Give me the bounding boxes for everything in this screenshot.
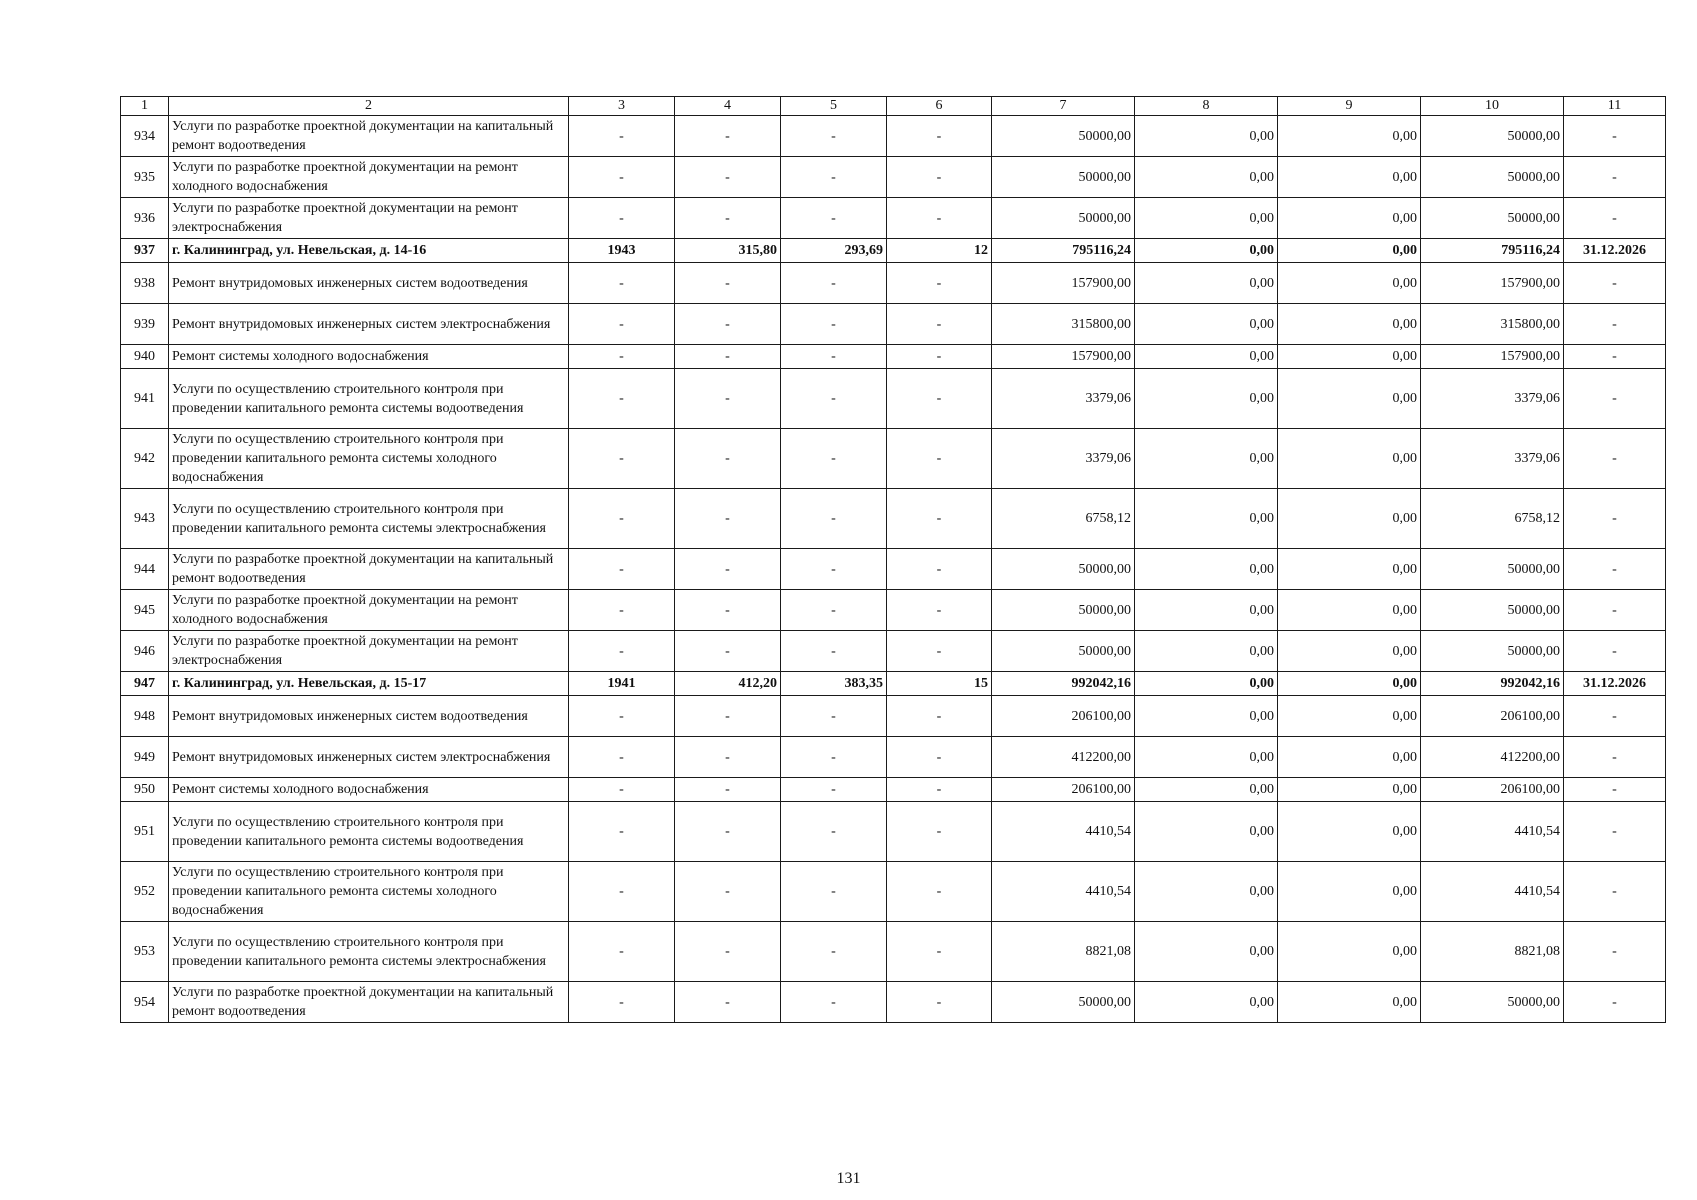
- col5-cell: -: [781, 345, 887, 369]
- col7-cell: 4410,54: [992, 862, 1135, 922]
- row-number-cell: 934: [121, 116, 169, 157]
- row-name-cell: Услуги по осуществлению строительного контроля при проведении капитального ремонта системы холодного водоснабжения: [169, 429, 569, 489]
- col10-cell: 206100,00: [1421, 778, 1564, 802]
- col10-cell: 4410,54: [1421, 862, 1564, 922]
- table-row: [121, 982, 1666, 1023]
- col5-cell: -: [781, 631, 887, 672]
- col3-cell: -: [569, 429, 675, 489]
- col6-cell: -: [887, 549, 992, 590]
- table-row: [121, 802, 1666, 862]
- row-name-cell: Услуги по разработке проектной документации на ремонт холодного водоснабжения: [169, 590, 569, 631]
- row-name-cell: Услуги по разработке проектной документации на ремонт электроснабжения: [169, 198, 569, 239]
- col5-cell: -: [781, 862, 887, 922]
- col7-cell: 50000,00: [992, 631, 1135, 672]
- col6-cell: -: [887, 369, 992, 429]
- document-sheet: [120, 96, 1665, 1023]
- col6-cell: 12: [887, 239, 992, 263]
- col11-cell: -: [1564, 369, 1666, 429]
- col4-cell: -: [675, 429, 781, 489]
- col8-cell: 0,00: [1135, 696, 1278, 737]
- col3-cell: -: [569, 489, 675, 549]
- col6-cell: -: [887, 922, 992, 982]
- col5-cell: -: [781, 922, 887, 982]
- col3-cell: -: [569, 369, 675, 429]
- column-header: 10: [1421, 97, 1564, 116]
- col9-cell: 0,00: [1278, 198, 1421, 239]
- col11-cell: -: [1564, 489, 1666, 549]
- col4-cell: -: [675, 631, 781, 672]
- col7-cell: 795116,24: [992, 239, 1135, 263]
- row-name-cell: Услуги по осуществлению строительного контроля при проведении капитального ремонта системы водоотведения: [169, 369, 569, 429]
- col4-cell: -: [675, 116, 781, 157]
- col10-cell: 50000,00: [1421, 590, 1564, 631]
- row-number-cell: 952: [121, 862, 169, 922]
- col3-cell: -: [569, 862, 675, 922]
- col9-cell: 0,00: [1278, 862, 1421, 922]
- col6-cell: -: [887, 345, 992, 369]
- col8-cell: 0,00: [1135, 631, 1278, 672]
- col4-cell: -: [675, 778, 781, 802]
- col10-cell: 50000,00: [1421, 157, 1564, 198]
- row-name-cell: Ремонт системы холодного водоснабжения: [169, 778, 569, 802]
- col4-cell: -: [675, 263, 781, 304]
- col5-cell: -: [781, 369, 887, 429]
- row-number-cell: 946: [121, 631, 169, 672]
- row-name-cell: Услуги по разработке проектной документации на капитальный ремонт водоотведения: [169, 982, 569, 1023]
- col5-cell: 293,69: [781, 239, 887, 263]
- col4-cell: -: [675, 549, 781, 590]
- col9-cell: 0,00: [1278, 489, 1421, 549]
- col5-cell: -: [781, 198, 887, 239]
- col3-cell: -: [569, 590, 675, 631]
- col5-cell: -: [781, 778, 887, 802]
- table-row: [121, 198, 1666, 239]
- row-name-cell: Ремонт системы холодного водоснабжения: [169, 345, 569, 369]
- col4-cell: -: [675, 696, 781, 737]
- col7-cell: 50000,00: [992, 157, 1135, 198]
- col9-cell: 0,00: [1278, 263, 1421, 304]
- col5-cell: -: [781, 304, 887, 345]
- col10-cell: 315800,00: [1421, 304, 1564, 345]
- column-header: 7: [992, 97, 1135, 116]
- table-row: [121, 304, 1666, 345]
- col6-cell: -: [887, 862, 992, 922]
- col3-cell: -: [569, 922, 675, 982]
- col10-cell: 4410,54: [1421, 802, 1564, 862]
- col9-cell: 0,00: [1278, 672, 1421, 696]
- col6-cell: -: [887, 631, 992, 672]
- col4-cell: -: [675, 982, 781, 1023]
- col8-cell: 0,00: [1135, 672, 1278, 696]
- col9-cell: 0,00: [1278, 239, 1421, 263]
- col9-cell: 0,00: [1278, 922, 1421, 982]
- col11-cell: -: [1564, 263, 1666, 304]
- col9-cell: 0,00: [1278, 345, 1421, 369]
- col4-cell: -: [675, 304, 781, 345]
- col9-cell: 0,00: [1278, 778, 1421, 802]
- col5-cell: -: [781, 737, 887, 778]
- col6-cell: -: [887, 198, 992, 239]
- col8-cell: 0,00: [1135, 802, 1278, 862]
- col5-cell: -: [781, 489, 887, 549]
- col11-cell: -: [1564, 198, 1666, 239]
- col6-cell: -: [887, 590, 992, 631]
- col3-cell: -: [569, 778, 675, 802]
- col11-cell: -: [1564, 802, 1666, 862]
- row-number-cell: 942: [121, 429, 169, 489]
- row-name-cell: Ремонт внутридомовых инженерных систем водоотведения: [169, 696, 569, 737]
- row-number-cell: 935: [121, 157, 169, 198]
- col6-cell: -: [887, 737, 992, 778]
- col10-cell: 50000,00: [1421, 549, 1564, 590]
- row-name-cell: Услуги по разработке проектной документации на капитальный ремонт водоотведения: [169, 116, 569, 157]
- col7-cell: 992042,16: [992, 672, 1135, 696]
- col3-cell: -: [569, 304, 675, 345]
- col3-cell: -: [569, 116, 675, 157]
- col4-cell: -: [675, 345, 781, 369]
- col6-cell: -: [887, 304, 992, 345]
- col11-cell: -: [1564, 862, 1666, 922]
- col6-cell: -: [887, 802, 992, 862]
- col5-cell: -: [781, 116, 887, 157]
- col8-cell: 0,00: [1135, 922, 1278, 982]
- row-number-cell: 943: [121, 489, 169, 549]
- col10-cell: 795116,24: [1421, 239, 1564, 263]
- col7-cell: 50000,00: [992, 590, 1135, 631]
- col7-cell: 412200,00: [992, 737, 1135, 778]
- col11-cell: -: [1564, 345, 1666, 369]
- col3-cell: -: [569, 631, 675, 672]
- col10-cell: 157900,00: [1421, 263, 1564, 304]
- col3-cell: -: [569, 157, 675, 198]
- table-row: [121, 631, 1666, 672]
- col11-cell: -: [1564, 696, 1666, 737]
- col8-cell: 0,00: [1135, 862, 1278, 922]
- col5-cell: -: [781, 982, 887, 1023]
- col8-cell: 0,00: [1135, 778, 1278, 802]
- col5-cell: -: [781, 696, 887, 737]
- col8-cell: 0,00: [1135, 116, 1278, 157]
- col5-cell: -: [781, 263, 887, 304]
- column-header: 9: [1278, 97, 1421, 116]
- col9-cell: 0,00: [1278, 157, 1421, 198]
- table-row: [121, 489, 1666, 549]
- col10-cell: 157900,00: [1421, 345, 1564, 369]
- col7-cell: 6758,12: [992, 489, 1135, 549]
- col10-cell: 50000,00: [1421, 198, 1564, 239]
- col4-cell: -: [675, 369, 781, 429]
- col9-cell: 0,00: [1278, 369, 1421, 429]
- col3-cell: 1941: [569, 672, 675, 696]
- col8-cell: 0,00: [1135, 263, 1278, 304]
- col8-cell: 0,00: [1135, 345, 1278, 369]
- col8-cell: 0,00: [1135, 198, 1278, 239]
- table-row: [121, 549, 1666, 590]
- col4-cell: -: [675, 802, 781, 862]
- column-header: 2: [169, 97, 569, 116]
- col3-cell: -: [569, 737, 675, 778]
- col8-cell: 0,00: [1135, 304, 1278, 345]
- col4-cell: -: [675, 489, 781, 549]
- col7-cell: 50000,00: [992, 116, 1135, 157]
- col11-cell: -: [1564, 982, 1666, 1023]
- col7-cell: 206100,00: [992, 778, 1135, 802]
- col4-cell: -: [675, 198, 781, 239]
- row-name-cell: Услуги по осуществлению строительного контроля при проведении капитального ремонта системы электроснабжения: [169, 489, 569, 549]
- col5-cell: -: [781, 429, 887, 489]
- col4-cell: 315,80: [675, 239, 781, 263]
- row-name-cell: г. Калининград, ул. Невельская, д. 14-16: [169, 239, 569, 263]
- col7-cell: 157900,00: [992, 345, 1135, 369]
- col5-cell: -: [781, 802, 887, 862]
- col6-cell: -: [887, 982, 992, 1023]
- col10-cell: 3379,06: [1421, 429, 1564, 489]
- col7-cell: 3379,06: [992, 429, 1135, 489]
- col11-cell: -: [1564, 737, 1666, 778]
- row-number-cell: 941: [121, 369, 169, 429]
- col7-cell: 8821,08: [992, 922, 1135, 982]
- row-name-cell: Ремонт внутридомовых инженерных систем электроснабжения: [169, 737, 569, 778]
- row-name-cell: Услуги по осуществлению строительного контроля при проведении капитального ремонта системы холодного водоснабжения: [169, 862, 569, 922]
- col4-cell: 412,20: [675, 672, 781, 696]
- col8-cell: 0,00: [1135, 489, 1278, 549]
- col3-cell: -: [569, 696, 675, 737]
- col3-cell: -: [569, 345, 675, 369]
- col9-cell: 0,00: [1278, 590, 1421, 631]
- work-schedule-table: [120, 96, 1666, 1023]
- col4-cell: -: [675, 737, 781, 778]
- col3-cell: -: [569, 549, 675, 590]
- col10-cell: 412200,00: [1421, 737, 1564, 778]
- row-number-cell: 951: [121, 802, 169, 862]
- col7-cell: 50000,00: [992, 982, 1135, 1023]
- col9-cell: 0,00: [1278, 802, 1421, 862]
- col8-cell: 0,00: [1135, 737, 1278, 778]
- col8-cell: 0,00: [1135, 429, 1278, 489]
- row-number-cell: 944: [121, 549, 169, 590]
- row-number-cell: 936: [121, 198, 169, 239]
- col5-cell: 383,35: [781, 672, 887, 696]
- col5-cell: -: [781, 549, 887, 590]
- col9-cell: 0,00: [1278, 549, 1421, 590]
- col6-cell: -: [887, 263, 992, 304]
- row-name-cell: г. Калининград, ул. Невельская, д. 15-17: [169, 672, 569, 696]
- table-row: [121, 862, 1666, 922]
- col6-cell: -: [887, 116, 992, 157]
- row-name-cell: Услуги по осуществлению строительного контроля при проведении капитального ремонта системы электроснабжения: [169, 922, 569, 982]
- col11-cell: 31.12.2026: [1564, 239, 1666, 263]
- table-row: [121, 116, 1666, 157]
- col7-cell: 157900,00: [992, 263, 1135, 304]
- col10-cell: 992042,16: [1421, 672, 1564, 696]
- row-number-cell: 939: [121, 304, 169, 345]
- col9-cell: 0,00: [1278, 429, 1421, 489]
- col6-cell: -: [887, 696, 992, 737]
- column-header: 8: [1135, 97, 1278, 116]
- col8-cell: 0,00: [1135, 590, 1278, 631]
- col11-cell: -: [1564, 116, 1666, 157]
- col3-cell: -: [569, 982, 675, 1023]
- table-row: [121, 778, 1666, 802]
- col7-cell: 3379,06: [992, 369, 1135, 429]
- table-row: [121, 737, 1666, 778]
- row-number-cell: 953: [121, 922, 169, 982]
- row-name-cell: Услуги по разработке проектной документации на ремонт холодного водоснабжения: [169, 157, 569, 198]
- col6-cell: 15: [887, 672, 992, 696]
- row-name-cell: Услуги по разработке проектной документации на капитальный ремонт водоотведения: [169, 549, 569, 590]
- col4-cell: -: [675, 862, 781, 922]
- page-number: 131: [836, 1170, 861, 1187]
- col8-cell: 0,00: [1135, 157, 1278, 198]
- col7-cell: 4410,54: [992, 802, 1135, 862]
- row-number-cell: 945: [121, 590, 169, 631]
- table-row: [121, 157, 1666, 198]
- col11-cell: -: [1564, 429, 1666, 489]
- col11-cell: 31.12.2026: [1564, 672, 1666, 696]
- col9-cell: 0,00: [1278, 696, 1421, 737]
- col4-cell: -: [675, 922, 781, 982]
- column-header: 6: [887, 97, 992, 116]
- row-number-cell: 947: [121, 672, 169, 696]
- col10-cell: 6758,12: [1421, 489, 1564, 549]
- row-name-cell: Ремонт внутридомовых инженерных систем электроснабжения: [169, 304, 569, 345]
- table-row: [121, 696, 1666, 737]
- col6-cell: -: [887, 157, 992, 198]
- address-row: [121, 239, 1666, 263]
- table-row: [121, 345, 1666, 369]
- row-name-cell: Услуги по разработке проектной документации на ремонт электроснабжения: [169, 631, 569, 672]
- row-number-cell: 948: [121, 696, 169, 737]
- col9-cell: 0,00: [1278, 116, 1421, 157]
- col9-cell: 0,00: [1278, 631, 1421, 672]
- col4-cell: -: [675, 590, 781, 631]
- table-row: [121, 369, 1666, 429]
- table-body: [121, 116, 1666, 1023]
- col3-cell: -: [569, 263, 675, 304]
- col10-cell: 50000,00: [1421, 982, 1564, 1023]
- column-header: 5: [781, 97, 887, 116]
- column-header: 3: [569, 97, 675, 116]
- col7-cell: 50000,00: [992, 549, 1135, 590]
- table-row: [121, 263, 1666, 304]
- col10-cell: 50000,00: [1421, 116, 1564, 157]
- row-number-cell: 940: [121, 345, 169, 369]
- table-row: [121, 922, 1666, 982]
- col11-cell: -: [1564, 631, 1666, 672]
- col10-cell: 50000,00: [1421, 631, 1564, 672]
- col6-cell: -: [887, 429, 992, 489]
- col7-cell: 206100,00: [992, 696, 1135, 737]
- col9-cell: 0,00: [1278, 737, 1421, 778]
- col3-cell: -: [569, 802, 675, 862]
- column-number-row: [121, 97, 1666, 116]
- col11-cell: -: [1564, 778, 1666, 802]
- row-number-cell: 950: [121, 778, 169, 802]
- row-number-cell: 937: [121, 239, 169, 263]
- row-name-cell: Ремонт внутридомовых инженерных систем водоотведения: [169, 263, 569, 304]
- col8-cell: 0,00: [1135, 369, 1278, 429]
- col10-cell: 8821,08: [1421, 922, 1564, 982]
- col8-cell: 0,00: [1135, 549, 1278, 590]
- col3-cell: 1943: [569, 239, 675, 263]
- col11-cell: -: [1564, 304, 1666, 345]
- col8-cell: 0,00: [1135, 239, 1278, 263]
- col9-cell: 0,00: [1278, 304, 1421, 345]
- col9-cell: 0,00: [1278, 982, 1421, 1023]
- table-row: [121, 429, 1666, 489]
- column-header: 1: [121, 97, 169, 116]
- col11-cell: -: [1564, 549, 1666, 590]
- col5-cell: -: [781, 590, 887, 631]
- col7-cell: 50000,00: [992, 198, 1135, 239]
- col6-cell: -: [887, 489, 992, 549]
- col3-cell: -: [569, 198, 675, 239]
- col8-cell: 0,00: [1135, 982, 1278, 1023]
- column-header: 4: [675, 97, 781, 116]
- col11-cell: -: [1564, 922, 1666, 982]
- col10-cell: 3379,06: [1421, 369, 1564, 429]
- col6-cell: -: [887, 778, 992, 802]
- col11-cell: -: [1564, 157, 1666, 198]
- row-name-cell: Услуги по осуществлению строительного контроля при проведении капитального ремонта системы водоотведения: [169, 802, 569, 862]
- table-row: [121, 590, 1666, 631]
- col4-cell: -: [675, 157, 781, 198]
- row-number-cell: 954: [121, 982, 169, 1023]
- row-number-cell: 938: [121, 263, 169, 304]
- col7-cell: 315800,00: [992, 304, 1135, 345]
- row-number-cell: 949: [121, 737, 169, 778]
- col11-cell: -: [1564, 590, 1666, 631]
- col10-cell: 206100,00: [1421, 696, 1564, 737]
- col5-cell: -: [781, 157, 887, 198]
- column-header: 11: [1564, 97, 1666, 116]
- address-row: [121, 672, 1666, 696]
